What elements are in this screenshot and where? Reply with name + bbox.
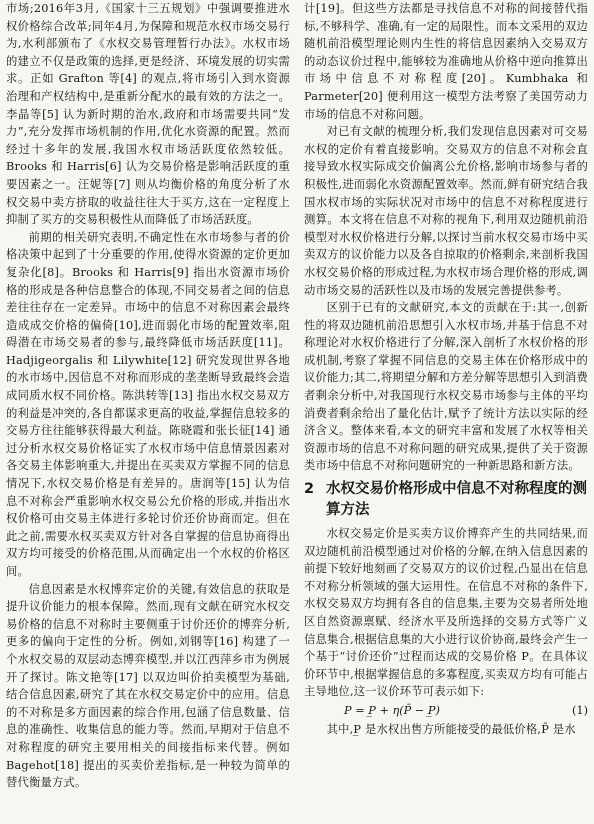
body-paragraph: 区别于已有的文献研究,本文的贡献在于:其一,创新性的将双边随机前沿思想引入水权市场,并基于信息不对称理论对水权价格进行了分解,深入剖析了水权价格的形成机制,考察了掌握不同信息的交易主体在价格形成中的议价能力;其二,将期望分解和方差分解等思想引入到消费者剩余分析中,对我国现行水权交易市场参与主体的平均消费者剩余给出了量化估计,赋予了统计方法以实际的经济含义。整体来看,本文的研究丰富和发展了水权等相关资源市场的信息不对称问题的研究成果,提供了关于资源类市场中信息不对称问题研究的一种新思路和新方法。 bbox=[304, 301, 588, 473]
left-column bbox=[6, 0, 290, 824]
section-number: 2 bbox=[304, 481, 315, 498]
body-paragraph: 对已有文献的梳理分析,我们发现信息因素对可交易水权的定价有着直接影响。交易双方的信息不对称会直接导致水权实际成交价偏离公允价格,影响市场参与者的积极性,进而弱化水资源配置效率。然而,鲜有研究结合我国水权市场的实际状况对市场中的信息不对称程度进行测算。本文将在信息不对称的视角下,利用双边随机前沿模型对水权价格进行分解,以探讨当前水权交易市场中买卖双方的议价能力以及各自掠取的价格剩余,来剖析我国水权交易价格的形成过程,为水权市场合理价格的形成,调动市场交易的活跃性以及市场的发展完善提供参考。 bbox=[304, 125, 588, 297]
equation bbox=[304, 702, 588, 720]
section-title: 水权交易价格形成中信息不对称程度的测算方法 bbox=[326, 481, 587, 519]
right-column bbox=[304, 0, 588, 824]
section-heading bbox=[304, 479, 588, 521]
body-paragraph: 前期的相关研究表明,不确定性在水市场参与者的价格决策中起到了十分重要的作用,使得水资源的定价更加复杂化[8]。Brooks 和 Harris[9] 指出水资源市场价格的形成是各种信息整合的体现,不同交易者之间的信息差往往存在一定差异。市场中的信息不对称因素会最终造成成交价格的偏倚[10],进而弱化市场的配置效率,阻碍潜在市场交易者的参与,最终降低市场活跃度[11]。Hadjigeorgalis 和 Lilywhite[12] 研究发现世界各地的水市场中,因信息不对称而形成的垄垄断导致最终会造成同质水权不同价格。陈洪转等[13] 指出水权交易双方的利益是冲突的,各自都谋求更高的收益,掌握信息较多的交易方往往能够获得最大利益。陈晓霞和张长征[14] 通过分析水权交易价格证实了水权市场中信息情景因素对各交易主体影响重大,并提出在买卖双方掌握不同的信息情况下,水权交易价格是有差异的。唐润等[15] 认为信息不对称会严重影响水权交易公允价格的形成,并指出水权价格可由交易主体进行多轮讨价还价协商而定。但在此之前,需要水权买卖双方针对各自掌握的信息协商得出双方均可接受的价格范围,从而确定出一个水权的价格区间。 bbox=[6, 230, 290, 578]
equation-number: (1) bbox=[571, 703, 588, 717]
body-paragraph: 计[19]。但这些方法都是寻找信息不对称的间接替代指标,不够科学、准确,有一定的局限性。而本文采用的双边随机前沿模型理论则内生性的将信息因素纳入交易双方的动态议价过程中,能够较为准确地从价格中逆向推算出市场中信息不对称程度[20]。Kumbhaka 和 Parmeter[20] 便利用这一模型方法考察了美国劳动力市场的信息不对称问题。 bbox=[304, 2, 588, 121]
equation-body: P = P̲ + η(P̄ − P̲) bbox=[344, 703, 440, 717]
body-paragraph: 市场;2016年3月,《国家十三五规划》中强调要推进水权价格综合改革;同年4月,为保障和规范水权市场交易行为,水利部颁布了《水权交易管理暂行办法》。水权市场的建立不仅是政策的选择,更是经济、环境发展的切实需求。正如 Grafton 等[4] 的观点,将市场引入到水资源治理和产权结构中,是重新分配水的最有效的方法之一。李晶等[5] 认为新时期的治水,政府和市场需要共同“发力”,充分发挥市场机制的作用,优化水资源的配置。然而经过十多年的发展,我国水权市场活跃度依然较低。Brooks 和 Harris[6] 认为交易价格是影响活跃度的重要因素之一。汪妮等[7] 则从均衡价格的角度分析了水权交易中卖方挤取的收益往往大于买方,这在一定程度上抑制了买方的交易积极性从而降低了市场活跃度。 bbox=[6, 2, 290, 227]
body-paragraph: 其中,P̲ 是水权出售方所能接受的最低价格,P̄ 是水 bbox=[326, 722, 576, 736]
body-paragraph: 信息因素是水权博弈定价的关键,有效信息的获取是提升议价能力的根本保障。然而,现有文献在研究水权交易价格的信息不对称时主要侧重于讨价还价的博弈分析,更多的偏向于定性的分析。例如,刘钢等[16] 构建了一个水权交易的双层动态博弈模型,并以江西萍乡市为例展开了探讨。陈文艳等[17] 以双边叫价拍卖模型为基础,结合信息因素,研究了其在水权交易定价中的应用。信息的不对称是多方面因素的综合作用,包涵了信息数量、信息的准确性、收集信息的能力等。然而,早期对于信息不对称程度的研究主要用相关的间接指标来代替。例如 Bagehot[18] 提出的买卖价差指标,是一种较为简单的替代衡量方式。 bbox=[6, 582, 290, 790]
body-paragraph: 水权交易定价是买卖方议价博弈产生的共同结果,而双边随机前沿模型通过对价格的分解,在纳入信息因素的前提下较好地刻画了交易双方的议价过程,凸显出在信息不对称分析领域的强大运用性。在信息不对称的条件下,水权交易双方均拥有各自的信息集,主要为交易者所处地区自然资源禀赋、经济水平及所选择的交易方式等广义信息集合,根据信息集的大小进行议价协商,最终会产生一个基于“讨价还价”过程而达成的交易价格 P。在具体议价环节中,根据掌握信息的多寡程度,买卖双方均有可能占主导地位,这一议价环节可表示如下: bbox=[304, 527, 588, 699]
